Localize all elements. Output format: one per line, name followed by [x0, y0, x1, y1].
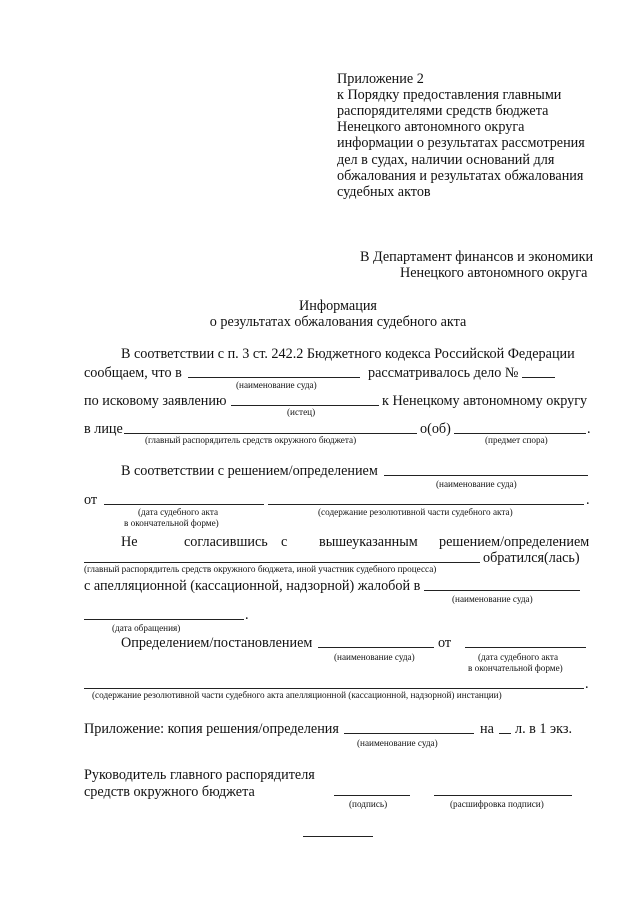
- manager-field[interactable]: [124, 433, 417, 434]
- p3-word: решением/определением: [439, 534, 590, 550]
- appendix-line: Приложение 2: [337, 71, 424, 87]
- appendix-line: обжалования и результатах обжалования: [337, 168, 584, 184]
- date-field[interactable]: [104, 504, 264, 505]
- p3-word: Не: [121, 534, 138, 550]
- sheets-count-field[interactable]: [499, 733, 511, 734]
- appendix-line: судебных актов: [337, 184, 431, 200]
- caption: (подпись): [349, 799, 388, 809]
- court-name-field[interactable]: [344, 733, 474, 734]
- p1-intro: В соответствии с п. 3 ст. 242.2 Бюджетного кодекса Российской Федерации: [121, 346, 575, 362]
- signature-field[interactable]: [334, 795, 410, 796]
- p3-word: согласившись: [184, 534, 268, 550]
- appendix-line: Ненецкого автономного округа: [337, 119, 525, 135]
- appendix-line: распорядителями средств бюджета: [337, 103, 549, 119]
- caption: (наименование суда): [436, 479, 517, 489]
- caption: (дата судебного акта: [478, 652, 559, 662]
- caption: (наименование суда): [236, 380, 317, 390]
- appendix-line: информации о результатах рассмотрения: [337, 135, 585, 151]
- plaintiff-field[interactable]: [231, 405, 379, 406]
- party-field[interactable]: [84, 562, 480, 563]
- p2-from: от: [84, 492, 98, 508]
- period: .: [245, 607, 249, 623]
- caption: (истец): [287, 407, 316, 417]
- court-name-field[interactable]: [424, 590, 580, 591]
- caption: (дата обращения): [112, 623, 181, 633]
- document-subtitle: о результатах обжалования судебного акта: [209, 314, 467, 330]
- caption: (расшифровка подписи): [450, 799, 544, 809]
- appendix-line: дел в судах, наличии оснований для: [337, 152, 555, 168]
- signature-line: средств окружного бюджета: [84, 784, 255, 800]
- caption: (наименование суда): [334, 652, 415, 662]
- p1-informs: сообщаем, что в: [84, 365, 182, 381]
- period: .: [586, 492, 590, 508]
- p3-complaint: с апелляционной (кассационной, надзорной) жалобой в: [84, 578, 421, 594]
- p3-word: с: [281, 534, 288, 550]
- caption: в окончательной форме): [124, 518, 219, 528]
- addressee-line: В Департамент финансов и экономики: [360, 249, 594, 265]
- period: .: [587, 421, 591, 437]
- attachment-text: Приложение: копия решения/определения: [84, 721, 339, 737]
- p1-claim: по исковому заявлению: [84, 393, 227, 409]
- court-name-field[interactable]: [188, 377, 360, 378]
- p1-claim-to: к Ненецкому автономному округу: [382, 393, 588, 409]
- caption: (наименование суда): [357, 738, 438, 748]
- p3-applied: обратился(лась): [483, 550, 580, 566]
- case-number-field[interactable]: [522, 377, 555, 378]
- court-name-field[interactable]: [318, 647, 434, 648]
- caption: (содержание резолютивной части судебного акта апелляционной (кассационной, надзорной) инстанции): [92, 690, 502, 700]
- attachment-on: на: [480, 721, 494, 737]
- date-field[interactable]: [84, 619, 244, 620]
- appendix-line: к Порядку предоставления главными: [337, 87, 562, 103]
- p4-from: от: [438, 635, 452, 651]
- p1-considered: рассматривалось дело №: [368, 365, 519, 381]
- footer-divider: [303, 836, 373, 837]
- p1-person: в лице: [84, 421, 123, 437]
- p1-about: о(об): [420, 421, 451, 437]
- caption: (главный распорядитель средств окружного бюджета): [145, 435, 357, 445]
- caption: в окончательной форме): [468, 663, 563, 673]
- caption: (содержание резолютивной части судебного акта): [318, 507, 513, 517]
- p4-text: Определением/постановлением: [121, 635, 313, 651]
- caption: (предмет спора): [485, 435, 548, 445]
- signature-decode-field[interactable]: [434, 795, 572, 796]
- attachment-sheets: л. в 1 экз.: [515, 721, 573, 737]
- period: .: [585, 676, 589, 692]
- content-field[interactable]: [268, 504, 584, 505]
- signature-line: Руководитель главного распорядителя: [84, 767, 315, 783]
- caption: (наименование суда): [452, 594, 533, 604]
- date-field[interactable]: [465, 647, 586, 648]
- caption: (главный распорядитель средств окружного бюджета, иной участник судебного процесса): [84, 564, 437, 574]
- addressee-line: Ненецкого автономного округа: [400, 265, 588, 281]
- subject-field[interactable]: [454, 433, 586, 434]
- content-field[interactable]: [84, 688, 584, 689]
- p2-text: В соответствии с решением/определением: [121, 463, 378, 479]
- document-title: Информация: [299, 298, 377, 314]
- court-name-field[interactable]: [384, 475, 588, 476]
- p3-word: вышеуказанным: [319, 534, 418, 550]
- caption: (дата судебного акта: [138, 507, 219, 517]
